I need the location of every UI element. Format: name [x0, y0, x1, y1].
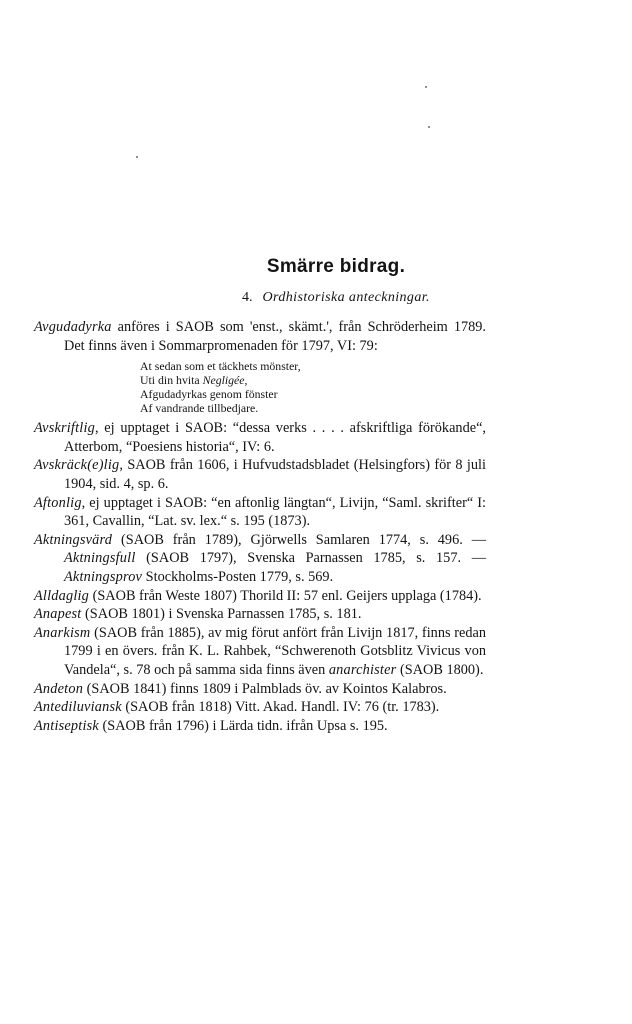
entry-text: (SAOB 1797), Svenska Parnassen 1785, s. 157. —: [135, 550, 486, 567]
poem-line: Af vandrande tillbedjare.: [140, 401, 259, 416]
entry: [34, 605, 486, 624]
entry-text: (SAOB från Weste 1807) Thorild II: 57 enl. Geijers upplaga (1784).: [89, 587, 482, 604]
entry: [34, 717, 486, 736]
entry: [34, 456, 486, 493]
entry: [34, 531, 486, 587]
entry-text: , SAOB från 1606, i Hufvudstadsbladet (Helsingfors) för 8 juli 1904, sid. 4, sp. 6.: [64, 457, 486, 492]
entry-text: anföres i SAOB som 'enst., skämt.', från Schröderheim 1789. Det finns även i Sommarpromenaden för 1797, VI: 79:: [64, 319, 486, 354]
entry-term: Aktningsprov: [64, 568, 143, 585]
entry-term: anarchister: [328, 661, 397, 678]
entry-term: Avgudadyrka: [34, 319, 112, 335]
entry-list: [34, 318, 486, 735]
entry: [34, 624, 486, 680]
entry-term: Anapest: [34, 606, 82, 623]
subheading-title: Ordhistoriska anteckningar.: [262, 290, 430, 305]
speck: [425, 86, 427, 88]
section-subheading: [20, 290, 632, 306]
entry-term: Antiseptisk: [34, 717, 99, 734]
poem-line: Uti din hvita Negligée,: [140, 373, 248, 388]
speck: [428, 126, 430, 128]
entry-text: Stockholms-Posten 1779, s. 569.: [142, 568, 334, 585]
entry-term: Antediluviansk: [34, 699, 122, 716]
entry-term: Avskriftlig: [34, 420, 95, 437]
entry-term: Alldaglig: [34, 587, 90, 604]
entry-text: (SAOB från 1818) Vitt. Akad. Handl. IV: 76 (tr. 1783).: [121, 699, 440, 716]
poem-line: Afgudadyrkas genom fönster: [140, 387, 278, 402]
section-heading: Smärre bidrag.: [266, 256, 406, 277]
poem-quote: [140, 359, 486, 415]
entry-text: (SAOB från 1796) i Lärda tidn. ifrån Upsa s. 195.: [98, 717, 388, 734]
entry-term: Avskräck(e)lig: [34, 457, 120, 474]
entry: [34, 587, 486, 606]
entry-text: , ej upptaget i SAOB: “en aftonlig längtan“, Livijn, “Saml. skrifter“ I: 361, Cavallin, “Lat. sv. lex.“ s. 195 (1873).: [64, 494, 486, 530]
entry-term: Anarkism: [34, 624, 91, 641]
entry-text: (SAOB 1841) finns 1809 i Palmblads öv. av Kointos Kalabros.: [83, 680, 447, 697]
entry-term: Aftonlig: [34, 494, 82, 511]
poem-line: At sedan som et täckhets mönster,: [140, 359, 301, 374]
entry: [34, 494, 486, 531]
entry: [34, 318, 486, 355]
entry-text: (SAOB från 1789), Gjörwells Samlaren 1774, s. 496. —: [112, 531, 486, 548]
entry-term: Aktningsvärd: [34, 531, 113, 548]
entry-text: (SAOB 1800).: [396, 661, 484, 678]
entry: [34, 419, 486, 456]
subheading-number: 4.: [242, 290, 253, 305]
entry-text: (SAOB från 1885), av mig förut anfört från Livijn 1817, finns redan 1799 i en övers. från K. L. Rahbek, “Schwerenoth Gotsblitz Vivicus von Vandela“, s. 78 och på samma sida finns även: [64, 624, 486, 678]
entry-text: , ej upptaget i SAOB: “dessa verks . . . . afskriftliga förökande“, Atterbom, “Poesiens historia“, IV: 6.: [64, 420, 486, 455]
entry: [34, 698, 486, 717]
entry-text: (SAOB 1801) i Svenska Parnassen 1785, s. 181.: [81, 606, 362, 623]
entry-term: Andeton: [34, 680, 84, 697]
entry-term: Aktningsfull: [64, 550, 136, 567]
speck: [136, 156, 138, 158]
entry: [34, 680, 486, 699]
